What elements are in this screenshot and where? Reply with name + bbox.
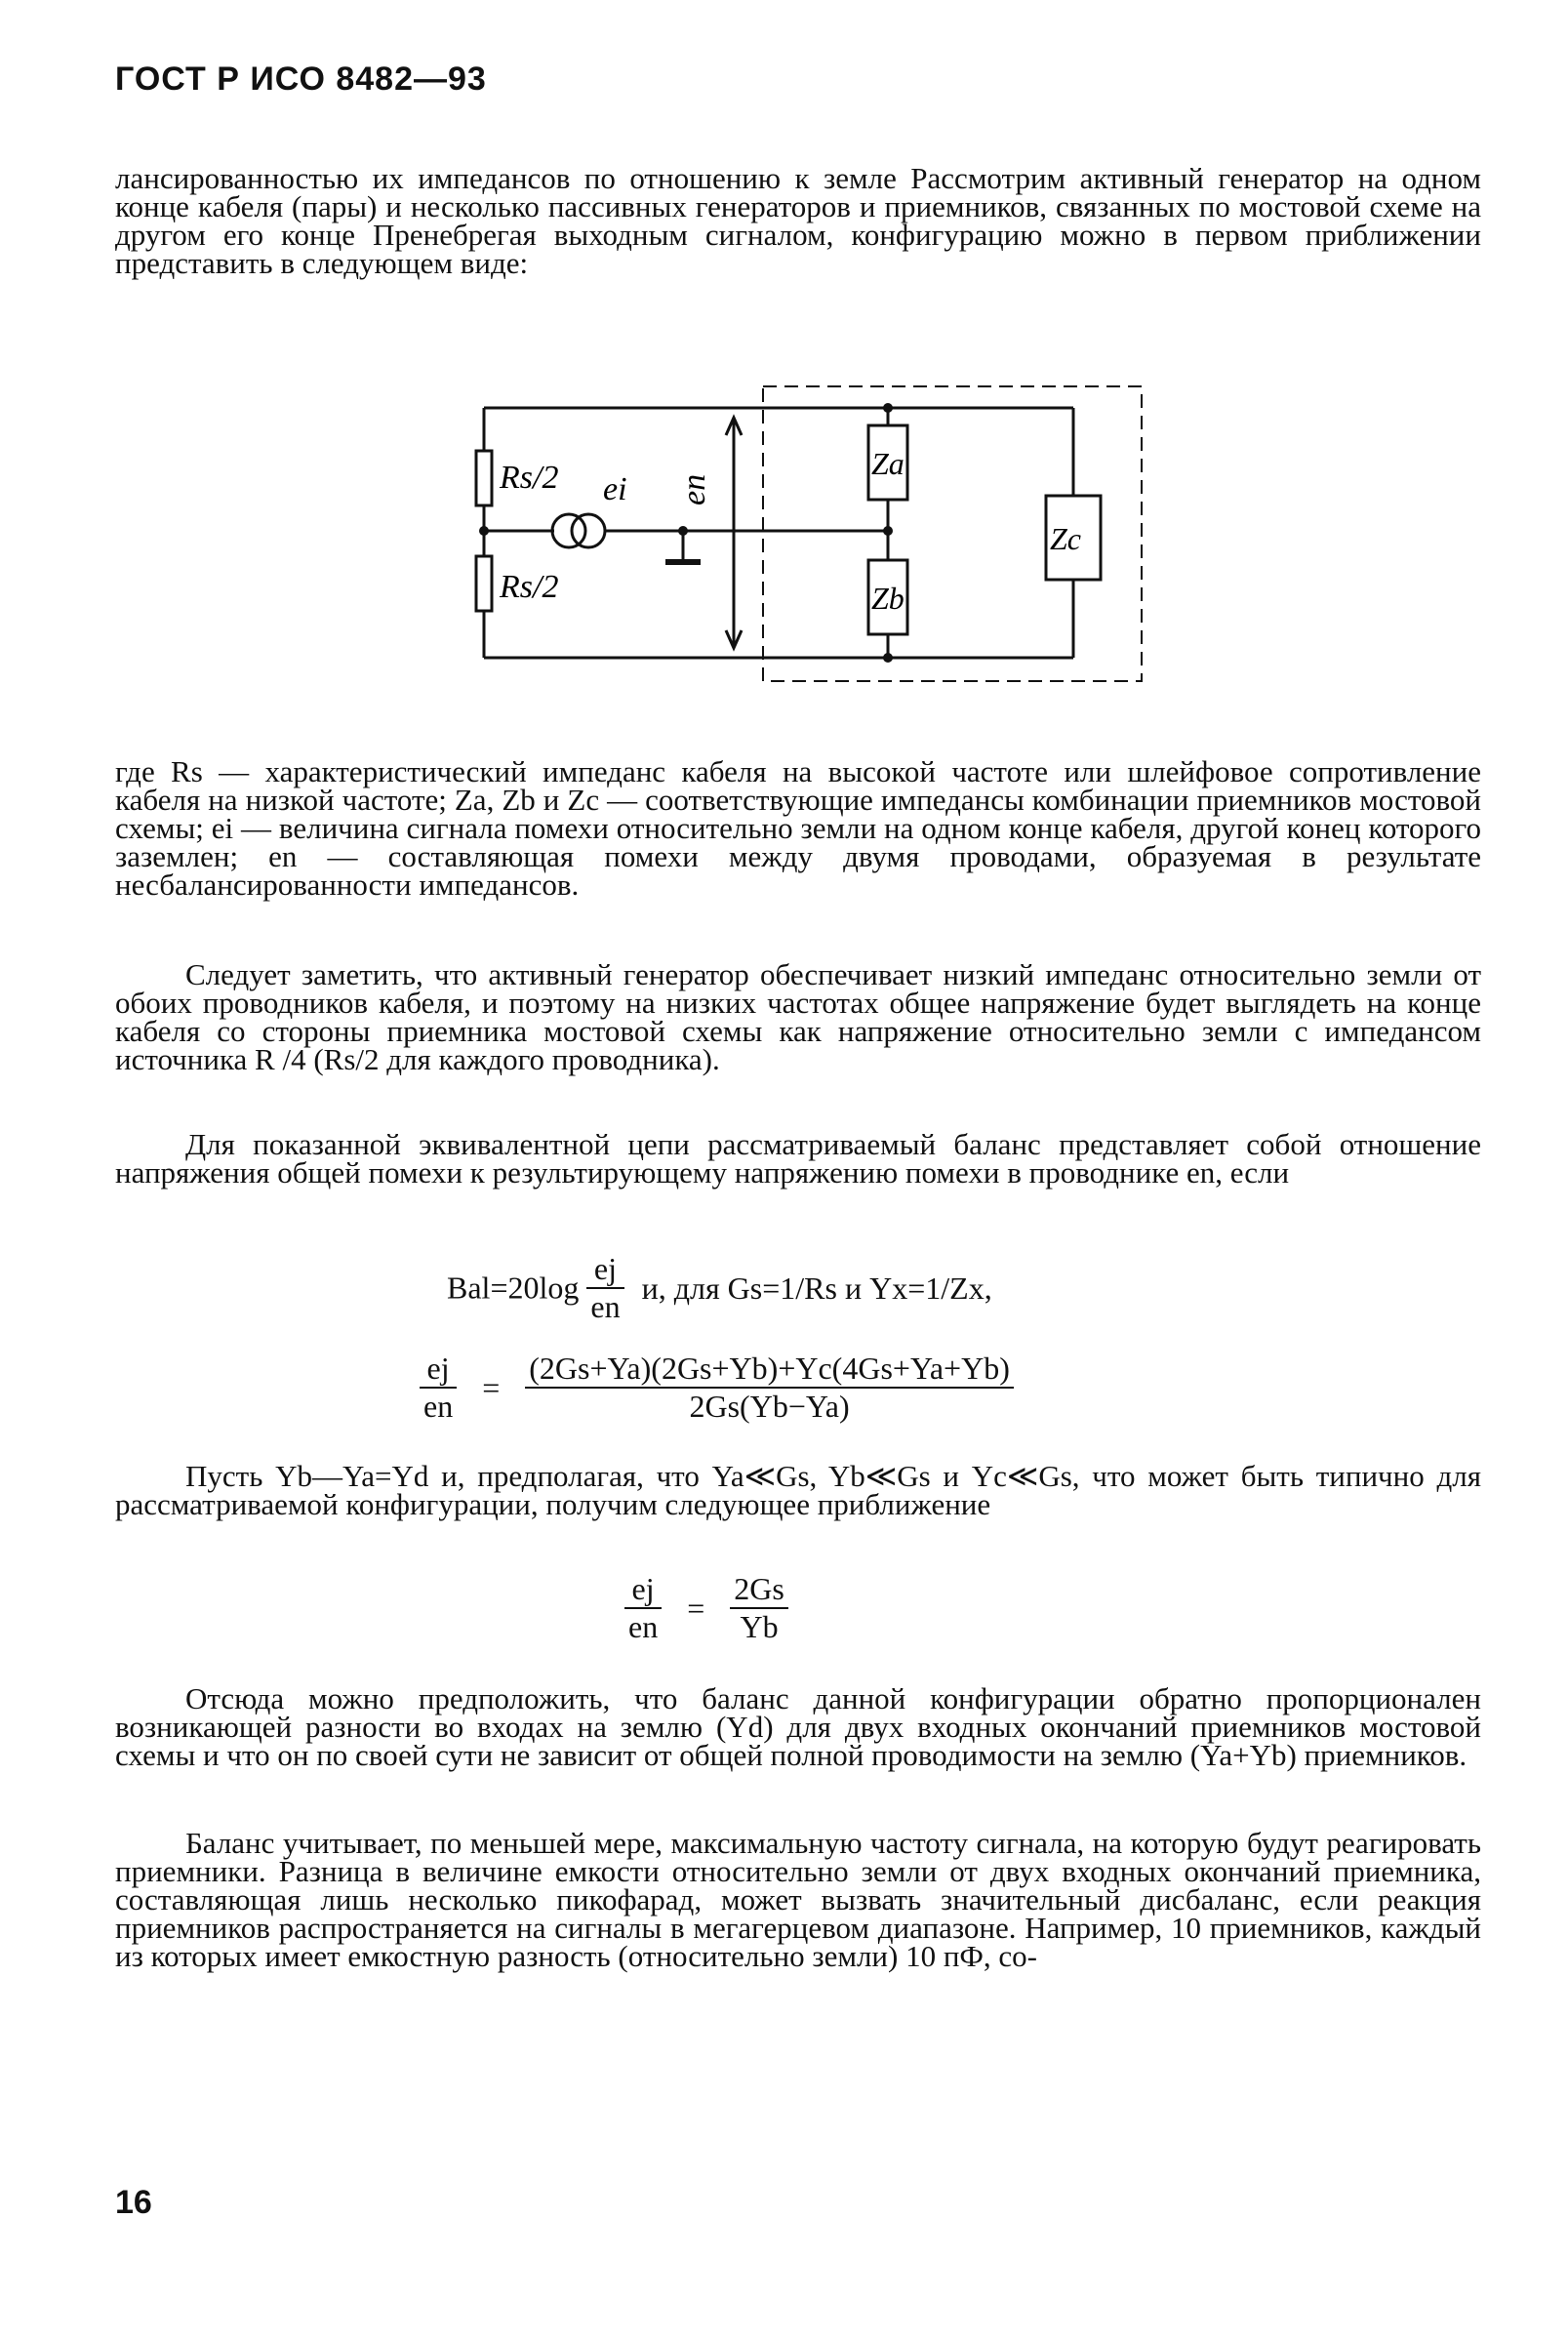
label-rs-bottom: Rs/2	[500, 569, 559, 605]
paragraph-frequency: Баланс учитывает, по меньшей мере, максимальную частоту сигнала, на которую будут реагировать приемники. Разница в величине емкости относительно земли от двух входных окончаний приемника, составляющая лишь несколько пикофарад, может вызвать значительный дисбаланс, если реакция приемников распространяется на сигналы в мегагерцевом диапазоне. Например, 10 приемников, каждый из которых имеет емкостную разность (относительно земли) 10 пФ, со-	[115, 1826, 1481, 1973]
label-en: en	[676, 473, 712, 505]
equals-sign: =	[482, 1369, 501, 1405]
paragraph-note: Следует заметить, что активный генератор обеспечивает низкий импеданс относительно земли от обоих проводников кабеля, и поэтому на низких частотах общее напряжение будет выглядеть на конце кабеля со стороны приемника мостовой схемы как напряжение относительно земли с импедансом источника R /4 (Rs/2 для каждого проводника).	[115, 957, 1481, 1076]
paragraph-intro: лансированностью их импедансов по отношению к земле Рассмотрим активный генератор на одном конце кабеля (пары) и несколько пассивных генераторов и приемников, связанных по мостовой схеме на другом его конце Пренебрегая выходным сигналом, конфигурацию можно в первом приближении представить в следующем виде:	[115, 161, 1481, 280]
paragraph-conclusion: Отсюда можно предположить, что баланс данной конфигурации обратно пропорционален возникающей разности во входах на землю (Yd) для двух входных окончаний приемников мостовой схемы и что он по своей сути не зависит от общей полной проводимости на землю (Ya+Yb) приемников.	[115, 1681, 1481, 1772]
fraction-denominator: Yb	[740, 1609, 779, 1644]
fraction-right	[730, 1571, 788, 1645]
fraction-denominator: 2Gs(Yb−Ya)	[689, 1389, 850, 1424]
fraction-left	[624, 1571, 662, 1645]
formula-bal	[447, 1251, 992, 1325]
label-zc: Zc	[1050, 521, 1081, 556]
formula-ratio	[420, 1351, 1014, 1425]
page-number: 16	[115, 2184, 152, 2221]
fraction-numerator: ej	[624, 1571, 662, 1609]
fraction-left	[420, 1351, 457, 1425]
receiver-enclosure	[763, 386, 1142, 681]
label-rs-top: Rs/2	[500, 460, 559, 496]
label-ei: ei	[603, 471, 627, 507]
fraction-numerator: (2Gs+Ya)(2Gs+Yb)+Yc(4Gs+Ya+Yb)	[525, 1351, 1014, 1389]
fraction-right	[525, 1351, 1014, 1425]
fraction-numerator: ej	[420, 1351, 457, 1389]
formula-bal-right: и, для Gs=1/Rs и Yx=1/Zx,	[641, 1270, 992, 1306]
formula-approx	[624, 1571, 788, 1645]
fraction-numerator: 2Gs	[730, 1571, 788, 1609]
fraction-denominator: en	[423, 1389, 454, 1424]
label-za: Za	[871, 446, 905, 481]
circuit-diagram	[449, 379, 1151, 691]
fraction-numerator: ej	[586, 1251, 623, 1289]
page-header: ГОСТ Р ИСО 8482—93	[115, 61, 487, 98]
resistor-top	[476, 451, 492, 505]
formula-bal-left: Bal=20log	[447, 1270, 580, 1306]
resistor-bottom	[476, 556, 492, 611]
fraction-ej-en	[586, 1251, 623, 1325]
paragraph-approximation: Пусть Yb—Ya=Yd и, предполагая, что Ya≪Gs, Yb≪Gs и Yc≪Gs, что может быть типично для рассматриваемой конфигурации, получим следующее приближение	[115, 1459, 1481, 1521]
fraction-denominator: en	[628, 1609, 659, 1644]
generator-symbol	[552, 514, 585, 547]
paragraph-definitions: где Rs — характеристический импеданс кабеля на высокой частоте или шлейфовое сопротивление кабеля на низкой частоте; Za, Zb и Zc — соответствующие импедансы комбинации приемников мостовой схемы; ei — величина сигнала помехи относительно земли на одном конце кабеля, другой конец которого заземлен; en — составляющая помехи между двумя проводами, образуемая в результате несбалансированности импедансов.	[115, 754, 1481, 902]
label-zb: Zb	[871, 581, 905, 616]
fraction-denominator: en	[590, 1289, 621, 1324]
paragraph-balance: Для показанной эквивалентной цепи рассматриваемый баланс представляет собой отношение напряжения общей помехи к результирующему напряжению помехи в проводнике en, если	[115, 1127, 1481, 1190]
equals-sign: =	[687, 1590, 705, 1626]
